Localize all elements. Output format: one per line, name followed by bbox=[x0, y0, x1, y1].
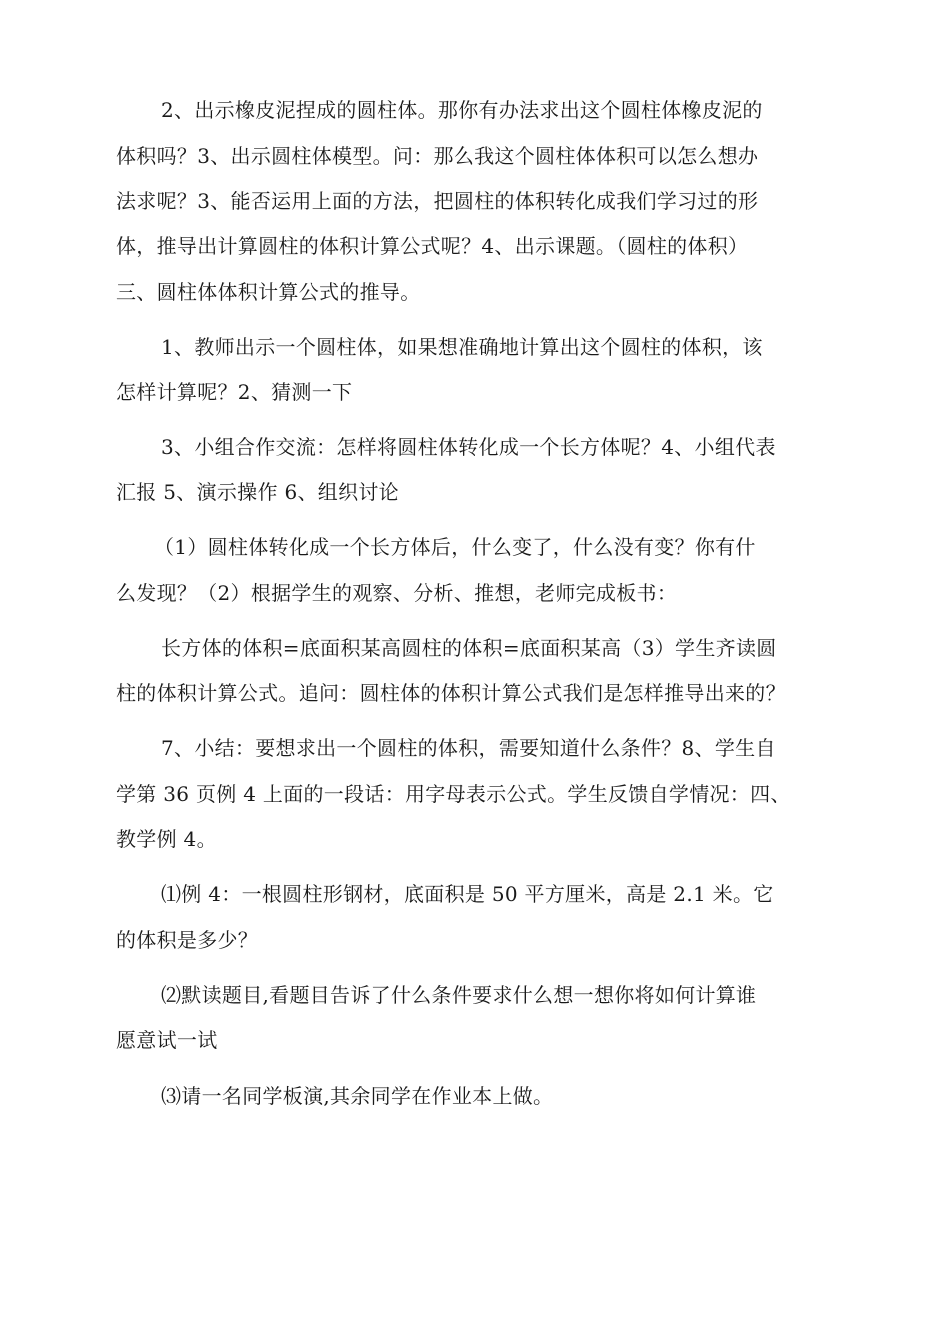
text-line: 汇报 5、演示操作 6、组织讨论 bbox=[116, 480, 399, 504]
text-line: 法求呢？3、能否运用上面的方法，把圆柱的体积转化成我们学习过的形 bbox=[116, 189, 759, 213]
text-line: 么发现？（2）根据学生的观察、分析、推想，老师完成板书： bbox=[116, 581, 678, 605]
text-line: 体，推导出计算圆柱的体积计算公式呢？4、出示课题。（圆柱的体积） bbox=[116, 234, 749, 258]
text-line: 愿意试一试 bbox=[116, 1028, 218, 1052]
text-line: 2、出示橡皮泥捏成的圆柱体。那你有办法求出这个圆柱体橡皮泥的 bbox=[161, 98, 763, 122]
section-heading: 三、圆柱体体积计算公式的推导。 bbox=[116, 280, 421, 304]
text-line: ⑶请一名同学板演,其余同学在作业本上做。 bbox=[161, 1084, 554, 1108]
text-line: ⑵默读题目,看题目告诉了什么条件要求什么想一想你将如何计算谁 bbox=[161, 983, 757, 1007]
text-line: 学第 36 页例 4 上面的一段话：用字母表示公式。学生反馈自学情况：四、 bbox=[116, 782, 791, 806]
text-line: 7、小结：要想求出一个圆柱的体积，需要知道什么条件？8、学生自 bbox=[161, 736, 776, 760]
text-line: 教学例 4。 bbox=[116, 827, 217, 851]
text-line: ⑴例 4：一根圆柱形钢材，底面积是 50 平方厘米，高是 2.1 米。它 bbox=[161, 882, 774, 906]
text-line: 的体积是多少？ bbox=[116, 928, 259, 952]
text-line: 长方体的体积=底面积某高圆柱的体积=底面积某高（3）学生齐读圆 bbox=[161, 636, 777, 660]
text-line: 3、小组合作交流：怎样将圆柱体转化成一个长方体呢？4、小组代表 bbox=[161, 435, 776, 459]
text-line: 体积吗？3、出示圆柱体模型。问：那么我这个圆柱体体积可以怎么想办 bbox=[116, 144, 759, 168]
text-line: 怎样计算呢？2、猜测一下 bbox=[116, 380, 353, 404]
text-line: （1）圆柱体转化成一个长方体后，什么变了，什么没有变？你有什 bbox=[154, 535, 756, 559]
text-line: 柱的体积计算公式。追问：圆柱体的体积计算公式我们是怎样推导出来的？ bbox=[116, 681, 786, 705]
text-line: 1、教师出示一个圆柱体，如果想准确地计算出这个圆柱的体积，该 bbox=[161, 335, 763, 359]
